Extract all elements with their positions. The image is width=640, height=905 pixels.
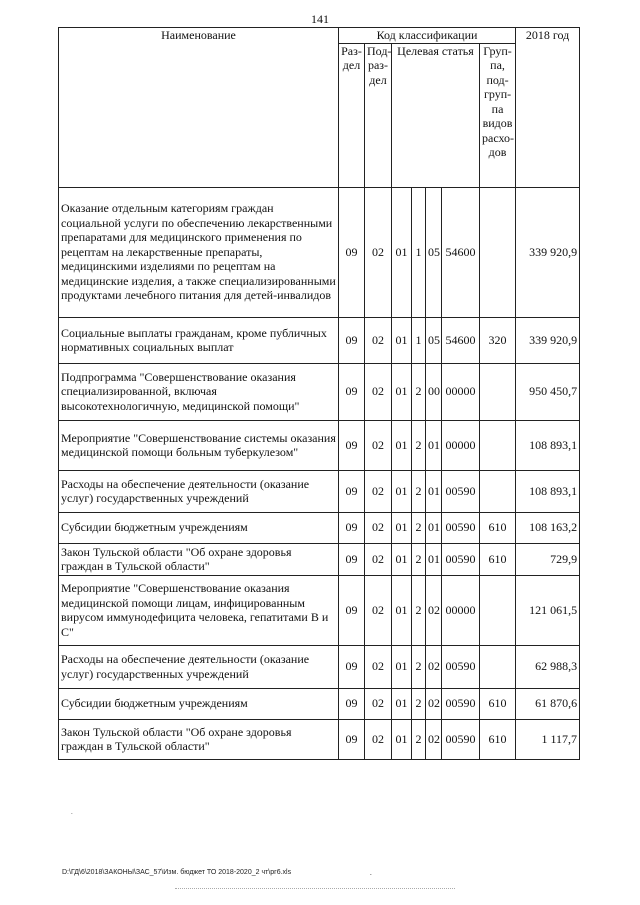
cell-t4: 00590 <box>442 543 480 575</box>
cell-group <box>480 363 516 420</box>
cell-name: Расходы на обеспечение деятельности (оказание услуг) государственных учреждений <box>59 470 339 512</box>
cell-t1: 01 <box>392 688 412 719</box>
table-row <box>59 543 580 575</box>
header-name: Наименование <box>59 28 339 188</box>
cell-t2: 2 <box>412 470 426 512</box>
cell-podrazdel: 02 <box>365 719 392 759</box>
cell-group: 610 <box>480 543 516 575</box>
cell-razdel: 09 <box>339 719 365 759</box>
cell-t4: 00000 <box>442 420 480 470</box>
cell-group <box>480 645 516 688</box>
cell-group: 320 <box>480 317 516 363</box>
cell-amount: 108 163,2 <box>516 512 580 543</box>
cell-amount: 61 870,6 <box>516 688 580 719</box>
budget-table <box>58 27 580 760</box>
cell-t1: 01 <box>392 420 412 470</box>
cell-amount: 1 117,7 <box>516 719 580 759</box>
table-row <box>59 317 580 363</box>
table-row <box>59 575 580 645</box>
cell-group: 610 <box>480 512 516 543</box>
cell-t4: 00590 <box>442 688 480 719</box>
cell-t4: 00590 <box>442 470 480 512</box>
cell-t2: 2 <box>412 512 426 543</box>
cell-t2: 2 <box>412 363 426 420</box>
cell-t3: 01 <box>426 543 442 575</box>
cell-amount: 108 893,1 <box>516 420 580 470</box>
table-row <box>59 719 580 759</box>
header-code-group: Код классификации <box>339 28 516 44</box>
table-row <box>59 688 580 719</box>
cell-t2: 2 <box>412 645 426 688</box>
cell-t4: 00000 <box>442 575 480 645</box>
cell-amount: 950 450,7 <box>516 363 580 420</box>
table-row <box>59 512 580 543</box>
cell-amount: 339 920,9 <box>516 317 580 363</box>
cell-group <box>480 470 516 512</box>
cell-t1: 01 <box>392 719 412 759</box>
cell-t2: 1 <box>412 187 426 317</box>
cell-razdel: 09 <box>339 575 365 645</box>
cell-t4: 54600 <box>442 187 480 317</box>
cell-razdel: 09 <box>339 645 365 688</box>
cell-t4: 00590 <box>442 512 480 543</box>
cell-t2: 2 <box>412 688 426 719</box>
scan-artifact <box>175 888 455 890</box>
table-row <box>59 187 580 317</box>
cell-podrazdel: 02 <box>365 575 392 645</box>
cell-group: 610 <box>480 719 516 759</box>
page-number: 141 <box>311 12 329 26</box>
cell-t2: 2 <box>412 543 426 575</box>
cell-razdel: 09 <box>339 512 365 543</box>
cell-razdel: 09 <box>339 317 365 363</box>
cell-group: 610 <box>480 688 516 719</box>
cell-podrazdel: 02 <box>365 543 392 575</box>
table-row <box>59 645 580 688</box>
cell-t3: 02 <box>426 719 442 759</box>
cell-t1: 01 <box>392 645 412 688</box>
cell-t4: 00590 <box>442 645 480 688</box>
margin-mark: . <box>71 808 73 816</box>
cell-t3: 01 <box>426 512 442 543</box>
cell-name: Закон Тульской области "Об охране здоровья граждан в Тульской области" <box>59 543 339 575</box>
cell-t3: 01 <box>426 420 442 470</box>
cell-amount: 121 061,5 <box>516 575 580 645</box>
cell-razdel: 09 <box>339 420 365 470</box>
cell-t2: 2 <box>412 575 426 645</box>
cell-name: Подпрограмма "Совершенствование оказания специализированной, включая высокотехнологичную, медицинской помощи" <box>59 363 339 420</box>
cell-t1: 01 <box>392 317 412 363</box>
cell-podrazdel: 02 <box>365 317 392 363</box>
cell-razdel: 09 <box>339 363 365 420</box>
header-razdel: Раз-дел <box>339 43 365 187</box>
cell-podrazdel: 02 <box>365 512 392 543</box>
cell-podrazdel: 02 <box>365 363 392 420</box>
cell-name: Субсидии бюджетным учреждениям <box>59 512 339 543</box>
cell-t3: 05 <box>426 317 442 363</box>
cell-amount: 729,9 <box>516 543 580 575</box>
cell-t3: 02 <box>426 575 442 645</box>
cell-amount: 339 920,9 <box>516 187 580 317</box>
cell-name: Закон Тульской области "Об охране здоровья граждан в Тульской области" <box>59 719 339 759</box>
header-year: 2018 год <box>516 28 580 188</box>
cell-t3: 02 <box>426 688 442 719</box>
cell-t1: 01 <box>392 470 412 512</box>
cell-group <box>480 420 516 470</box>
cell-t1: 01 <box>392 575 412 645</box>
cell-amount: 108 893,1 <box>516 470 580 512</box>
table-body <box>59 187 580 759</box>
cell-t3: 02 <box>426 645 442 688</box>
table-row <box>59 470 580 512</box>
cell-razdel: 09 <box>339 688 365 719</box>
cell-t1: 01 <box>392 512 412 543</box>
cell-podrazdel: 02 <box>365 645 392 688</box>
cell-t1: 01 <box>392 543 412 575</box>
cell-name: Мероприятие "Совершенствование системы оказания медицинской помощи больным туберкулезом" <box>59 420 339 470</box>
cell-group <box>480 187 516 317</box>
cell-t1: 01 <box>392 187 412 317</box>
cell-podrazdel: 02 <box>365 187 392 317</box>
cell-name: Субсидии бюджетным учреждениям <box>59 688 339 719</box>
cell-t3: 00 <box>426 363 442 420</box>
cell-t2: 2 <box>412 719 426 759</box>
table-row <box>59 363 580 420</box>
table-row <box>59 420 580 470</box>
cell-razdel: 09 <box>339 470 365 512</box>
cell-podrazdel: 02 <box>365 470 392 512</box>
header-target: Целевая статья <box>392 43 480 187</box>
file-path: D:\ГД\6\2018\ЗАКОНЫ\ЗАС_57\Изм. бюджет ТО 2018-2020_2 чт\рг6.xls <box>62 869 292 876</box>
header-group: Груп-па, под-груп-па видов расхо-дов <box>480 43 516 187</box>
cell-t4: 00590 <box>442 719 480 759</box>
cell-t2: 2 <box>412 420 426 470</box>
cell-t4: 54600 <box>442 317 480 363</box>
cell-t1: 01 <box>392 363 412 420</box>
cell-t2: 1 <box>412 317 426 363</box>
cell-amount: 62 988,3 <box>516 645 580 688</box>
cell-podrazdel: 02 <box>365 420 392 470</box>
cell-podrazdel: 02 <box>365 688 392 719</box>
cell-t3: 05 <box>426 187 442 317</box>
cell-name: Расходы на обеспечение деятельности (оказание услуг) государственных учреждений <box>59 645 339 688</box>
cell-name: Оказание отдельным категориям граждан социальной услуги по обеспечению лекарственными препаратами для медицинского применения по рецептам на лекарственные препараты, медицинскими изделиями по рецептам на медицинские изделия, а также специализированными продуктами лечебного питания для детей-инвалидов <box>59 187 339 317</box>
cell-t3: 01 <box>426 470 442 512</box>
cell-name: Мероприятие "Совершенствование оказания медицинской помощи лицам, инфицированным вирусом иммунодефицита человека, гепатитами В и С" <box>59 575 339 645</box>
footer-dot: . <box>370 869 372 877</box>
header-podrazdel: Под-раз-дел <box>365 43 392 187</box>
cell-name: Социальные выплаты гражданам, кроме публичных нормативных социальных выплат <box>59 317 339 363</box>
cell-razdel: 09 <box>339 543 365 575</box>
cell-t4: 00000 <box>442 363 480 420</box>
cell-group <box>480 575 516 645</box>
cell-razdel: 09 <box>339 187 365 317</box>
